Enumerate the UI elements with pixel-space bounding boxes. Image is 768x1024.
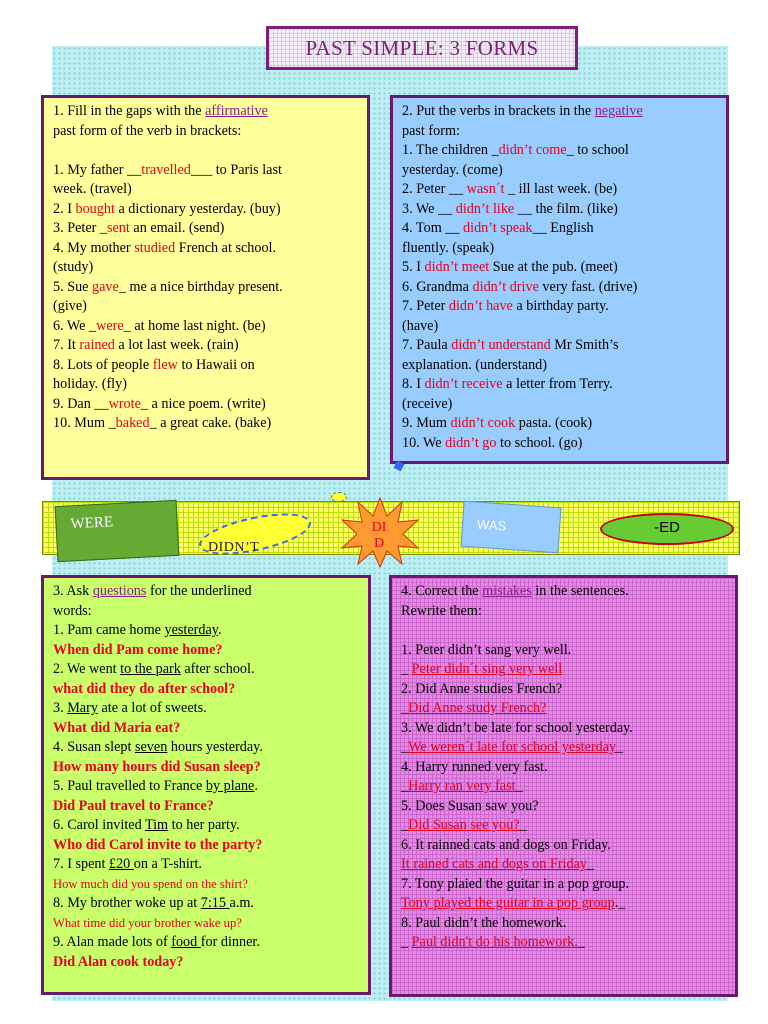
answer-text: gave [92, 278, 119, 295]
underscore: _ [519, 817, 527, 833]
line-text: 3. Peter _ [53, 220, 107, 236]
line-text: holiday. (fly) [53, 376, 127, 392]
didnt-label: DIDN’T [208, 540, 260, 555]
question-line [53, 660, 359, 680]
line-text: 9. Alan made lots of [53, 934, 172, 950]
exercise-line [53, 297, 358, 317]
exercise-line [53, 414, 358, 434]
line-text: (have) [402, 317, 439, 334]
line-text: 4. Tom __ [402, 220, 464, 236]
line-text: 7. It [53, 337, 80, 353]
ed-ellipse: -ED [600, 513, 734, 545]
underscore: ._ [614, 895, 626, 911]
answer-text: bought [75, 200, 115, 217]
answer-text: didn’t have [448, 298, 513, 314]
answer-text: didn’t meet [424, 259, 490, 275]
correction-line [401, 738, 726, 758]
answer-line: What time did your brother wake up? [53, 915, 242, 930]
line-text: a birthday party. [512, 298, 609, 314]
answer-line: Did Alan cook today? [53, 953, 184, 970]
correction-text: Tony played the guitar in a pop group [401, 895, 615, 911]
exercise-3-instruction: 3. Ask questions for the underlined [53, 583, 252, 599]
exercise-negative-panel: 2. Put the verbs in brackets in the negative past form: 1. The children _didn’t come_ to school yesterday. (come) 2. Peter __ wasn´t _ ill last week. (be) 3. We __ didn’t like __ the film. (like) 4. Tom __ didn’t speak__ English fluently. (speak) 5. I didn’t meet Sue at the pub. (meet) 6. Grandma didn’t drive very fast. (drive) 7. Peter didn’t have a birthday party. (have) 7. Paula didn’t understand Mr Smith’s explanation. (understand) 8. I didn’t receive a letter from Terry. (receive) 9. Mum didn’t cook pasta. (cook) 10. We didn’t go to school. (go) [390, 95, 729, 464]
answer-text: studied [134, 239, 176, 256]
exercise-line [402, 375, 717, 395]
underscore: _ [401, 934, 412, 950]
correction-text: It rained cats and dogs on Friday [401, 856, 587, 872]
line-text: 8. My brother woke up at [53, 895, 201, 911]
line-text: 10. We [402, 434, 446, 451]
exercise-line [402, 297, 717, 317]
line-text: 5. I [402, 259, 425, 275]
underscore: _ [515, 778, 523, 794]
question-line [53, 738, 359, 758]
answer-text: flew [152, 356, 178, 373]
line-text: an email. (send) [129, 220, 225, 236]
line-text: 1. My father __ [53, 161, 142, 178]
correction-line [401, 660, 726, 680]
correction-line [401, 933, 726, 953]
line-text: 5. Paul travelled to France [53, 778, 206, 794]
underlined-word: Mary [67, 700, 98, 716]
exercise-line [53, 278, 358, 298]
line-text: 1. The children _ [402, 142, 499, 158]
line-text: (give) [53, 298, 87, 314]
exercise-line [53, 200, 358, 220]
page-title [266, 26, 578, 70]
line-text: 9. Mum [402, 415, 451, 431]
line-text: Mr Smith’s [550, 337, 619, 353]
line-text: 7. I spent [53, 856, 109, 872]
exercise-4-instruction: 4. Correct the mistakes in the sentences. [401, 583, 629, 599]
page-title-text: PAST SIMPLE: 3 FORMS [305, 35, 539, 60]
line-text: 8. Lots of people [53, 356, 153, 373]
line-text: . [217, 622, 222, 638]
line-text: 7. Peter [402, 298, 449, 314]
correction-line [401, 699, 726, 719]
exercise-line [402, 278, 717, 298]
line-text: French at school. [175, 239, 277, 256]
line-text: (study) [53, 259, 94, 275]
answer-line: What did Maria eat? [53, 719, 181, 736]
line-text: 2. Peter __ [402, 181, 467, 197]
exercise-line [53, 317, 358, 337]
line-text: __ English [532, 220, 594, 236]
question-line [53, 894, 359, 914]
answer-text: baked [115, 415, 150, 431]
answer-text: didn’t speak [463, 220, 533, 236]
line-text: _ a nice poem. (write) [140, 395, 266, 412]
underlined-word: Tim [144, 817, 169, 833]
line-text: ___ to Paris last [190, 161, 282, 178]
line-text: 3. We __ [402, 200, 456, 217]
answer-line: Who did Carol invite to the party? [53, 836, 263, 853]
answer-text: travelled [141, 161, 191, 178]
answer-text: didn’t come [498, 142, 567, 158]
line-text: _ to school [566, 142, 629, 158]
mistake-line: 2. Did Anne studies French? [401, 680, 563, 697]
question-line [53, 621, 359, 641]
answer-text: didn’t go [445, 434, 497, 451]
exercise-line [402, 180, 717, 200]
question-line [53, 933, 359, 953]
underlined-word: to the park [120, 661, 181, 677]
mistake-line: 5. Does Susan saw you? [401, 797, 539, 814]
exercise-line [53, 219, 358, 239]
exercise-line [402, 395, 717, 415]
line-text: fluently. (speak) [402, 239, 495, 256]
correction-text: We weren´t late for school yesterday [408, 739, 617, 755]
line-text: 3. [53, 700, 68, 716]
correction-text: Peter didn´t sing very well [411, 661, 563, 677]
line-text: on a T-shirt. [133, 856, 202, 872]
line-text: 6. Carol invited [53, 817, 145, 833]
answer-text: didn’t cook [450, 415, 516, 431]
exercise-line [53, 161, 358, 181]
line-text: to Hawaii on [177, 356, 255, 373]
was-card: WAS [461, 501, 562, 554]
exercise-line [53, 258, 358, 278]
mistake-line: 8. Paul didn’t the homework. [401, 914, 567, 931]
line-text: for dinner. [200, 934, 260, 950]
answer-line: How many hours did Susan sleep? [53, 758, 261, 775]
line-text: 6. We _ [53, 317, 97, 334]
line-text: _ me a nice birthday present. [118, 278, 283, 295]
exercise-1-items [53, 161, 358, 434]
mistake-line: 1. Peter didn’t sang very well. [401, 641, 572, 658]
exercise-line [402, 258, 717, 278]
line-text: hours yesterday. [167, 739, 263, 755]
exercise-line [402, 239, 717, 259]
answer-text: were [96, 317, 124, 334]
line-text: very fast. (drive) [538, 278, 638, 295]
line-text: 6. Grandma [402, 278, 473, 295]
answer-text: sent [106, 220, 130, 236]
answer-text: wrote [108, 395, 141, 412]
mistake-line: 6. It rainned cats and dogs on Friday. [401, 836, 611, 853]
answer-line: Did Paul travel to France? [53, 797, 214, 814]
underscore: _ [616, 739, 624, 755]
underlined-word: yesterday [164, 622, 218, 638]
line-text: 2. We went [53, 661, 121, 677]
underscore: _ [577, 934, 585, 950]
underlined-word: seven [134, 739, 168, 755]
mistake-line: 3. We didn’t be late for school yesterday. [401, 719, 633, 736]
line-text: week. (travel) [53, 181, 132, 197]
answer-text: rained [79, 337, 115, 353]
underlined-word: 7:15 [200, 895, 230, 911]
line-text: 7. Paula [402, 337, 452, 353]
line-text: a lot last week. (rain) [114, 337, 239, 353]
line-text: 9. Dan __ [53, 395, 109, 412]
answer-text: didn’t receive [424, 376, 503, 392]
line-text: a dictionary yesterday. (buy) [114, 200, 281, 217]
line-text: 8. I [402, 376, 425, 392]
line-text: Sue at the pub. (meet) [489, 259, 618, 275]
line-text: _ at home last night. (be) [123, 317, 266, 334]
were-card: WERE [55, 500, 180, 562]
line-text: (receive) [402, 395, 453, 412]
answer-text: wasn´t [466, 181, 505, 197]
correction-line [401, 855, 726, 875]
correction-line [401, 777, 726, 797]
exercise-questions-panel: 3. Ask questions for the underlined words: 1. Pam came home yesterday. When did Pam come home? 2. We went to the park after school. what did they do after school? 3. Mary ate a lot of sweets. What did Maria eat? 4. Susan slept seven hours yesterday. How many hours did Susan sleep? 5. Paul travelled to France by plane. Did Paul travel to France? 6. Carol invited Tim to her party. Who did Carol invite to the party? 7. I spent £20 on a T-shirt. How much did you spend on the shirt? 8. My brother woke up at 7:15 a.m. What time did your brother wake up? 9. Alan made lots of food for dinner. Did Alan cook today? [41, 575, 371, 995]
line-text: a.m. [229, 895, 254, 911]
exercise-affirmative-panel: 1. Fill in the gaps with the affirmative past form of the verb in brackets: 1. My father __travelled___ to Paris last week. (travel) 2. I bought a dictionary yesterday. (buy) 3. Peter _sent an email. (send) 4. My mother studied French at school. (study) 5. Sue gave_ me a nice birthday present. (give) 6. We _were_ at home last night. (be) 7. It rained a lot last week. (rain) 8. Lots of people flew to Hawaii on holiday. (fly) 9. Dan __wrote_ a nice poem. (write) 10. Mum _baked_ a great cake. (bake) [41, 95, 370, 480]
correction-line [401, 816, 726, 836]
line-text: 4. Susan slept [53, 739, 135, 755]
exercise-line [402, 336, 717, 356]
line-text: . [254, 778, 258, 794]
mistake-line: 4. Harry runned very fast. [401, 758, 548, 775]
answer-line: what did they do after school? [53, 680, 236, 697]
line-text: _ ill last week. (be) [504, 181, 618, 197]
line-text: 2. I [53, 200, 76, 217]
line-text: 10. Mum _ [53, 415, 116, 431]
line-text: after school. [180, 661, 255, 677]
mistake-line: 7. Tony plaied the guitar in a pop group. [401, 875, 630, 892]
exercise-line [402, 414, 717, 434]
exercise-line [402, 161, 717, 181]
underlined-word: food [171, 934, 201, 950]
underlined-word: £20 [108, 856, 134, 872]
exercise-line [53, 180, 358, 200]
answer-text: didn’t drive [472, 278, 539, 295]
exercise-line [402, 317, 717, 337]
exercise-4-items [401, 641, 726, 953]
exercise-line [402, 141, 717, 161]
correction-text: Did Anne study French? [408, 700, 547, 716]
exercise-mistakes-panel: 4. Correct the mistakes in the sentences. Rewrite them: 1. Peter didn’t sang very well. _ Peter didn´t sing very well 2. Did Anne studies French? _Did Anne study French? 3. We didn’t be late for school yesterday. _We weren´t late for school yesterday_ 4. Harry runned very fast. _Harry ran very fast_ 5. Does Susan saw you? _Did Susan see you?_ 6. It rainned cats and dogs on Friday. It rained cats and dogs on Friday_ 7. Tony plaied the guitar in a pop group. Tony played the guitar in a pop group._ 8. Paul didn’t the homework. _ Paul didn't do his homework._ [389, 575, 738, 997]
line-text: to school. (go) [496, 434, 583, 451]
line-text: __ the film. (like) [514, 200, 618, 217]
line-text: 1. Pam came home [53, 622, 165, 638]
correction-line [401, 894, 726, 914]
line-text: _ a great cake. (bake) [149, 415, 272, 431]
exercise-2-instruction: 2. Put the verbs in brackets in the negative [402, 103, 643, 119]
line-text: to her party. [168, 817, 240, 833]
line-text: 5. Sue [53, 278, 93, 295]
underscore: _ [401, 778, 409, 794]
correction-text: Harry ran very fast [408, 778, 516, 794]
line-text: yesterday. (come) [402, 161, 503, 178]
question-line [53, 855, 359, 875]
answer-text: didn’t like [455, 200, 515, 217]
exercise-line [402, 200, 717, 220]
line-text: explanation. (understand) [402, 356, 547, 373]
exercise-line [402, 434, 717, 454]
underscore: _ [401, 661, 412, 677]
exercise-line [53, 336, 358, 356]
answer-text: didn’t understand [451, 337, 551, 353]
question-line [53, 816, 359, 836]
underscore: _ [401, 739, 409, 755]
exercise-line [53, 395, 358, 415]
underscore: _ [401, 700, 409, 716]
line-text: a letter from Terry. [502, 376, 613, 392]
question-line [53, 777, 359, 797]
line-text: ate a lot of sweets. [97, 700, 207, 716]
question-line [53, 699, 359, 719]
correction-text: Paul didn't do his homework. [411, 934, 578, 950]
exercise-line [53, 356, 358, 376]
line-text: 4. My mother [53, 239, 135, 256]
correction-text: Did Susan see you? [408, 817, 520, 833]
underscore: _ [586, 856, 595, 872]
answer-line: How much did you spend on the shirt? [53, 876, 248, 891]
line-text: pasta. (cook) [515, 415, 593, 431]
exercise-line [53, 375, 358, 395]
exercise-2-items [402, 141, 717, 453]
did-label: DI D [371, 520, 387, 551]
exercise-line [402, 356, 717, 376]
underlined-word: by plane [205, 778, 255, 794]
exercise-1-instruction: 1. Fill in the gaps with the affirmative [53, 103, 268, 119]
exercise-3-items [53, 621, 359, 972]
exercise-line [53, 239, 358, 259]
exercise-line [402, 219, 717, 239]
answer-line: When did Pam come home? [53, 641, 223, 658]
underscore: _ [401, 817, 409, 833]
